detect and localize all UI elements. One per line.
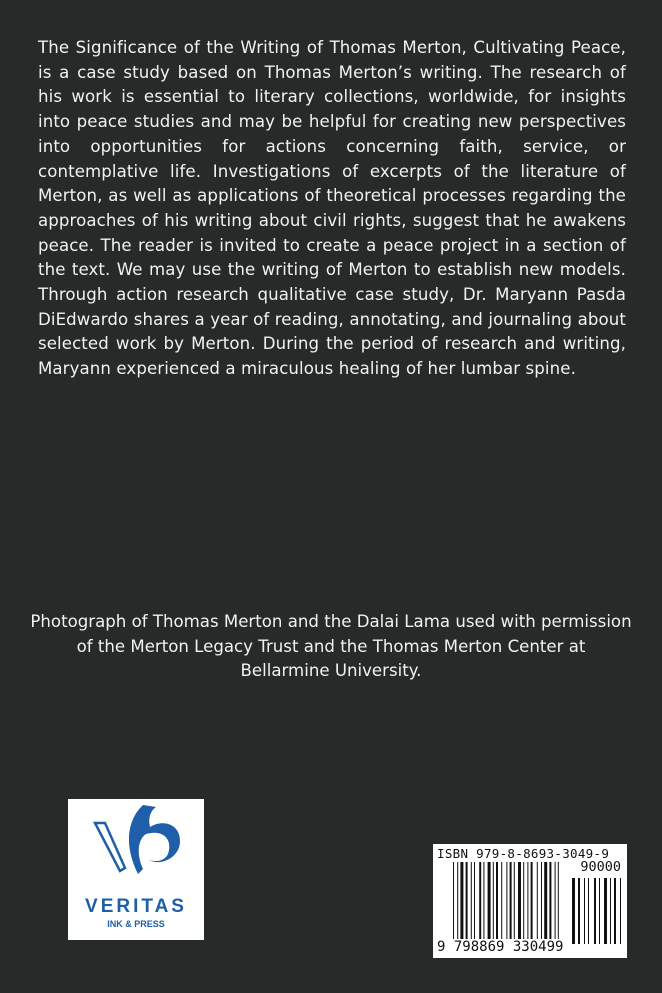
barcode-bar xyxy=(479,862,481,940)
barcode-bar xyxy=(506,862,507,940)
barcode-bar xyxy=(544,862,547,940)
barcode-bar xyxy=(457,862,458,940)
isbn-barcode xyxy=(433,844,627,958)
barcode-bar xyxy=(501,862,502,940)
barcode-bar xyxy=(460,862,463,940)
barcode-bar xyxy=(493,862,494,940)
barcode-bar xyxy=(523,862,524,940)
barcode-bar xyxy=(488,862,491,940)
isbn-text: ISBN 979-8-8693-3049-9 xyxy=(437,846,610,861)
addon-bar xyxy=(614,878,616,944)
barcode-bar xyxy=(531,862,533,940)
addon-bar xyxy=(584,878,585,944)
barcode-bar xyxy=(537,862,538,940)
barcode-bar xyxy=(471,862,472,940)
barcode-bar xyxy=(518,862,521,940)
addon-bar xyxy=(610,878,611,944)
addon-bar xyxy=(594,878,596,944)
publisher-name: VERITAS xyxy=(85,896,187,917)
photo-credit: Photograph of Thomas Merton and the Dalai Lama used with permission of the Merton Legacy Trust and the Thomas Merton Center at Bellarmine University. xyxy=(30,612,632,681)
addon-code: 90000 xyxy=(580,859,621,875)
publisher-tagline: INK & PRESS xyxy=(107,919,165,929)
back-cover-description: The Significance of the Writing of Thomas Merton, Cultivating Peace, is a case study based on Thomas Merton’s writing. The research of his work is essential to literary collections, worldwide, for insights into peace studies and may be helpful for creating new perspectives into opportunities for actions concerning faith, service, or contemplative life. Investigations of excerpts of the literature of Merton, as well as applications of theoretical processes regarding the approaches of his writing about civil rights, suggest that he awakens peace. The reader is invited to create a peace project in a section of the text. We may use the writing of Merton to establish new models. Through action research qualitative case study, Dr. Maryann Pasda DiEdwardo shares a year of reading, annotating, and journaling about selected work by Merton. During the period of research and writing, Maryann experienced a miraculous healing of her lumbar spine. xyxy=(38,38,626,379)
barcode-bar xyxy=(474,862,475,940)
barcode-bar xyxy=(510,862,512,940)
addon-bar xyxy=(599,878,600,944)
ean-digits: 9 798869 330499 xyxy=(437,939,564,955)
addon-bar xyxy=(620,878,621,944)
publisher-logo xyxy=(68,799,204,940)
addon-bar xyxy=(588,878,589,944)
barcode-bar xyxy=(496,862,498,940)
barcode-bar xyxy=(514,862,515,940)
veritas-vp-icon xyxy=(68,799,204,899)
addon-bar xyxy=(578,878,580,944)
barcode-bar xyxy=(527,862,528,940)
addon-bar xyxy=(604,878,607,944)
barcode-bar xyxy=(549,862,551,940)
barcode-bar xyxy=(483,862,484,940)
addon-bar xyxy=(572,878,575,944)
barcode-bar xyxy=(466,862,468,940)
barcode-bar xyxy=(541,862,542,940)
